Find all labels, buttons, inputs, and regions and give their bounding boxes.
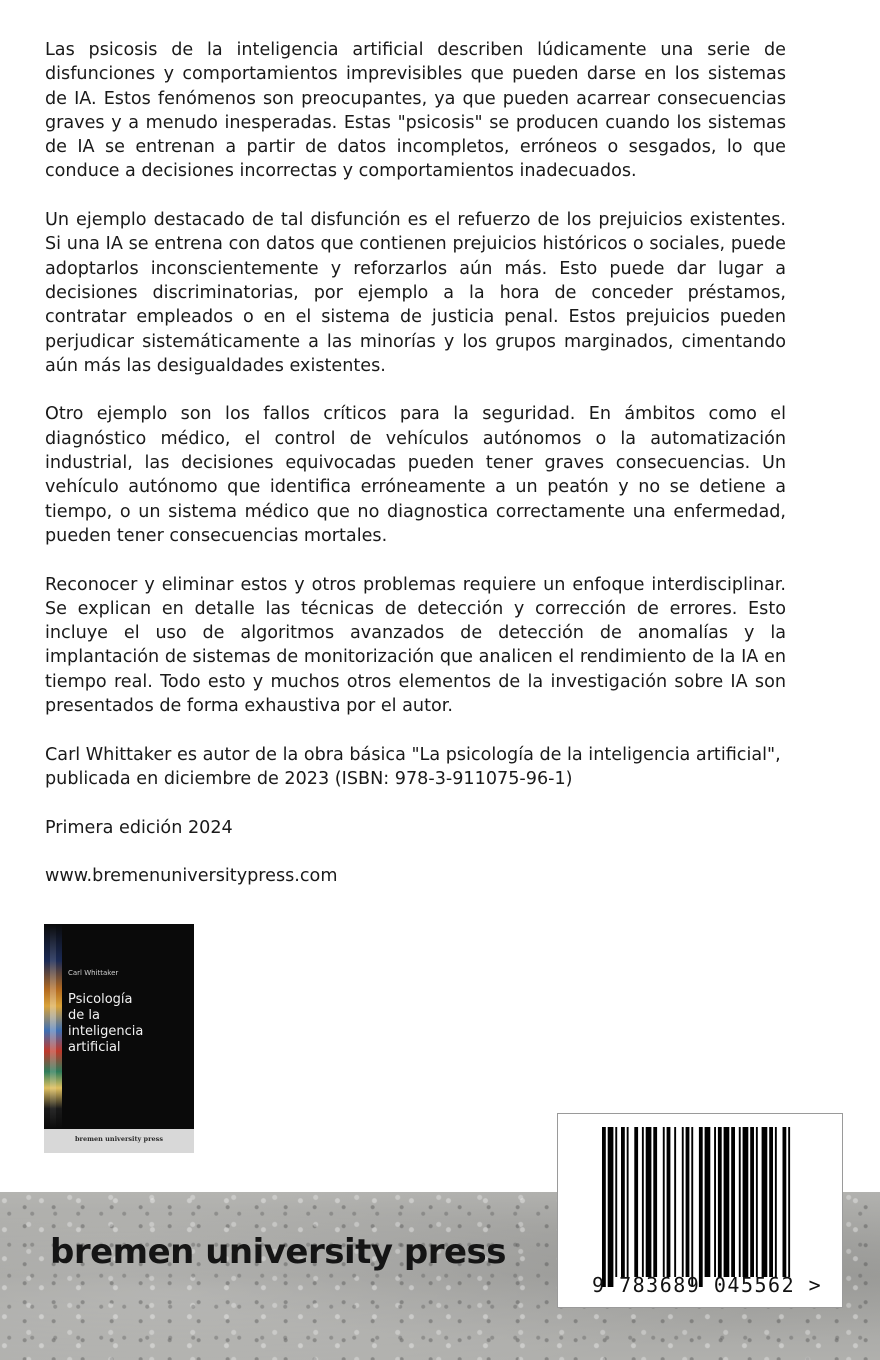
barcode-bar	[682, 1127, 684, 1277]
cover-title	[68, 992, 188, 1056]
barcode-bar	[691, 1127, 693, 1287]
barcode-bar	[714, 1127, 716, 1277]
cover-title-line: artificial	[68, 1040, 121, 1055]
barcode-digits: 9 783689 045562 >	[592, 1273, 823, 1297]
barcode-bar	[705, 1127, 711, 1277]
barcode-bar	[743, 1127, 749, 1277]
paragraph-2: Un ejemplo destacado de tal disfunción es el refuerzo de los prejuicios existentes. Si una IA se entrena con datos que contienen prejuicios históricos o sociales, puede adoptarlos inconscientemente y reforzarlos aún más. Esto puede dar lugar a decisiones discriminatorias, por ejemplo a la hora de conceder préstamos, contratar empleados o en el sistema de justicia penal. Estos prejuicios pueden perjudicar sistemáticamente a las minorías y los grupos marginados, cimentando aún más las desigualdades existentes.	[45, 210, 786, 376]
cover-footer	[44, 1129, 194, 1153]
back-cover-text	[45, 38, 786, 888]
barcode-bar	[608, 1127, 614, 1287]
barcode-bar	[674, 1127, 676, 1277]
barcode-bar	[646, 1127, 652, 1277]
barcode-bar	[775, 1127, 777, 1277]
paragraph-3: Otro ejemplo son los fallos críticos para la seguridad. En ámbitos como el diagnóstico médico, el control de vehículos autónomos o la automatización industrial, las decisiones equivocadas pueden tener graves consecuencias. Un vehículo autónomo que identifica erróneamente a un peatón y no se detiene a tiempo, o un sistema médico que no diagnostica correctamente una enfermedad, pueden tener consecuencias mortales.	[45, 404, 786, 546]
barcode-bar	[756, 1127, 758, 1277]
book-cover-thumbnail	[44, 924, 194, 1153]
publisher-website: www.bremenuniversitypress.com	[45, 866, 338, 887]
barcode-bar	[602, 1127, 606, 1287]
barcode-bar	[627, 1127, 629, 1277]
cover-title-line: inteligencia	[68, 1024, 144, 1039]
cover-publisher: bremen university press	[75, 1135, 163, 1143]
barcode-bar	[642, 1127, 644, 1277]
paragraph-4: Reconocer y eliminar estos y otros problemas requiere un enfoque interdisciplinar. Se explican en detalle las técnicas de detección y corrección de errores. Esto incluye el uso de algoritmos avanzados de detección de anomalías y la implantación de sistemas de monitorización que analicen el rendimiento de la IA en tiempo real. Todo esto y muchos otros elementos de la investigación sobre IA son presentados de forma exhaustiva por el autor.	[45, 574, 786, 717]
barcode-bar	[621, 1127, 625, 1277]
barcode-bar	[667, 1127, 671, 1277]
edition-note: Primera edición 2024	[45, 817, 233, 838]
cover-title-line: de la	[68, 1008, 100, 1023]
publisher-logo: bremen university press	[50, 1232, 507, 1272]
barcode-bar	[634, 1127, 638, 1277]
barcode-bar	[699, 1127, 703, 1287]
barcode-bar	[663, 1127, 665, 1277]
cover-title-line: Psicología	[68, 992, 133, 1007]
barcode-bar	[762, 1127, 768, 1277]
cover-author: Carl Whittaker	[68, 969, 119, 977]
barcode-bar	[718, 1127, 722, 1277]
barcode-bar	[615, 1127, 617, 1277]
barcode-bar	[739, 1127, 741, 1277]
barcode-bar	[731, 1127, 735, 1277]
cover-art-strip	[44, 924, 62, 1129]
paragraph-1: Las psicosis de la inteligencia artificial describen lúdicamente una serie de disfunciones y comportamientos imprevisibles que pueden darse en los sistemas de IA. Estos fenómenos son preocupantes, ya que pueden acarrear consecuencias graves y a menudo inesperadas. Estas "psicosis" se producen cuando los sistemas de IA se entrenan a partir de datos incompletos, erróneos o sesgados, lo que conduce a decisiones incorrectas y comportamientos inadecuados.	[45, 40, 786, 182]
barcode-bar	[724, 1127, 730, 1277]
barcode-bar	[653, 1127, 657, 1277]
barcode-bar	[769, 1127, 773, 1277]
barcode-bar	[750, 1127, 754, 1277]
isbn-barcode	[557, 1113, 843, 1308]
barcode-bar	[783, 1127, 787, 1277]
barcode-bar	[686, 1127, 690, 1277]
author-note: Carl Whittaker es autor de la obra básica "La psicología de la inteligencia artificial", publicada en diciembre de 2023 (ISBN: 978-3-911075-96-1)	[45, 744, 781, 789]
barcode-bar	[788, 1127, 790, 1277]
